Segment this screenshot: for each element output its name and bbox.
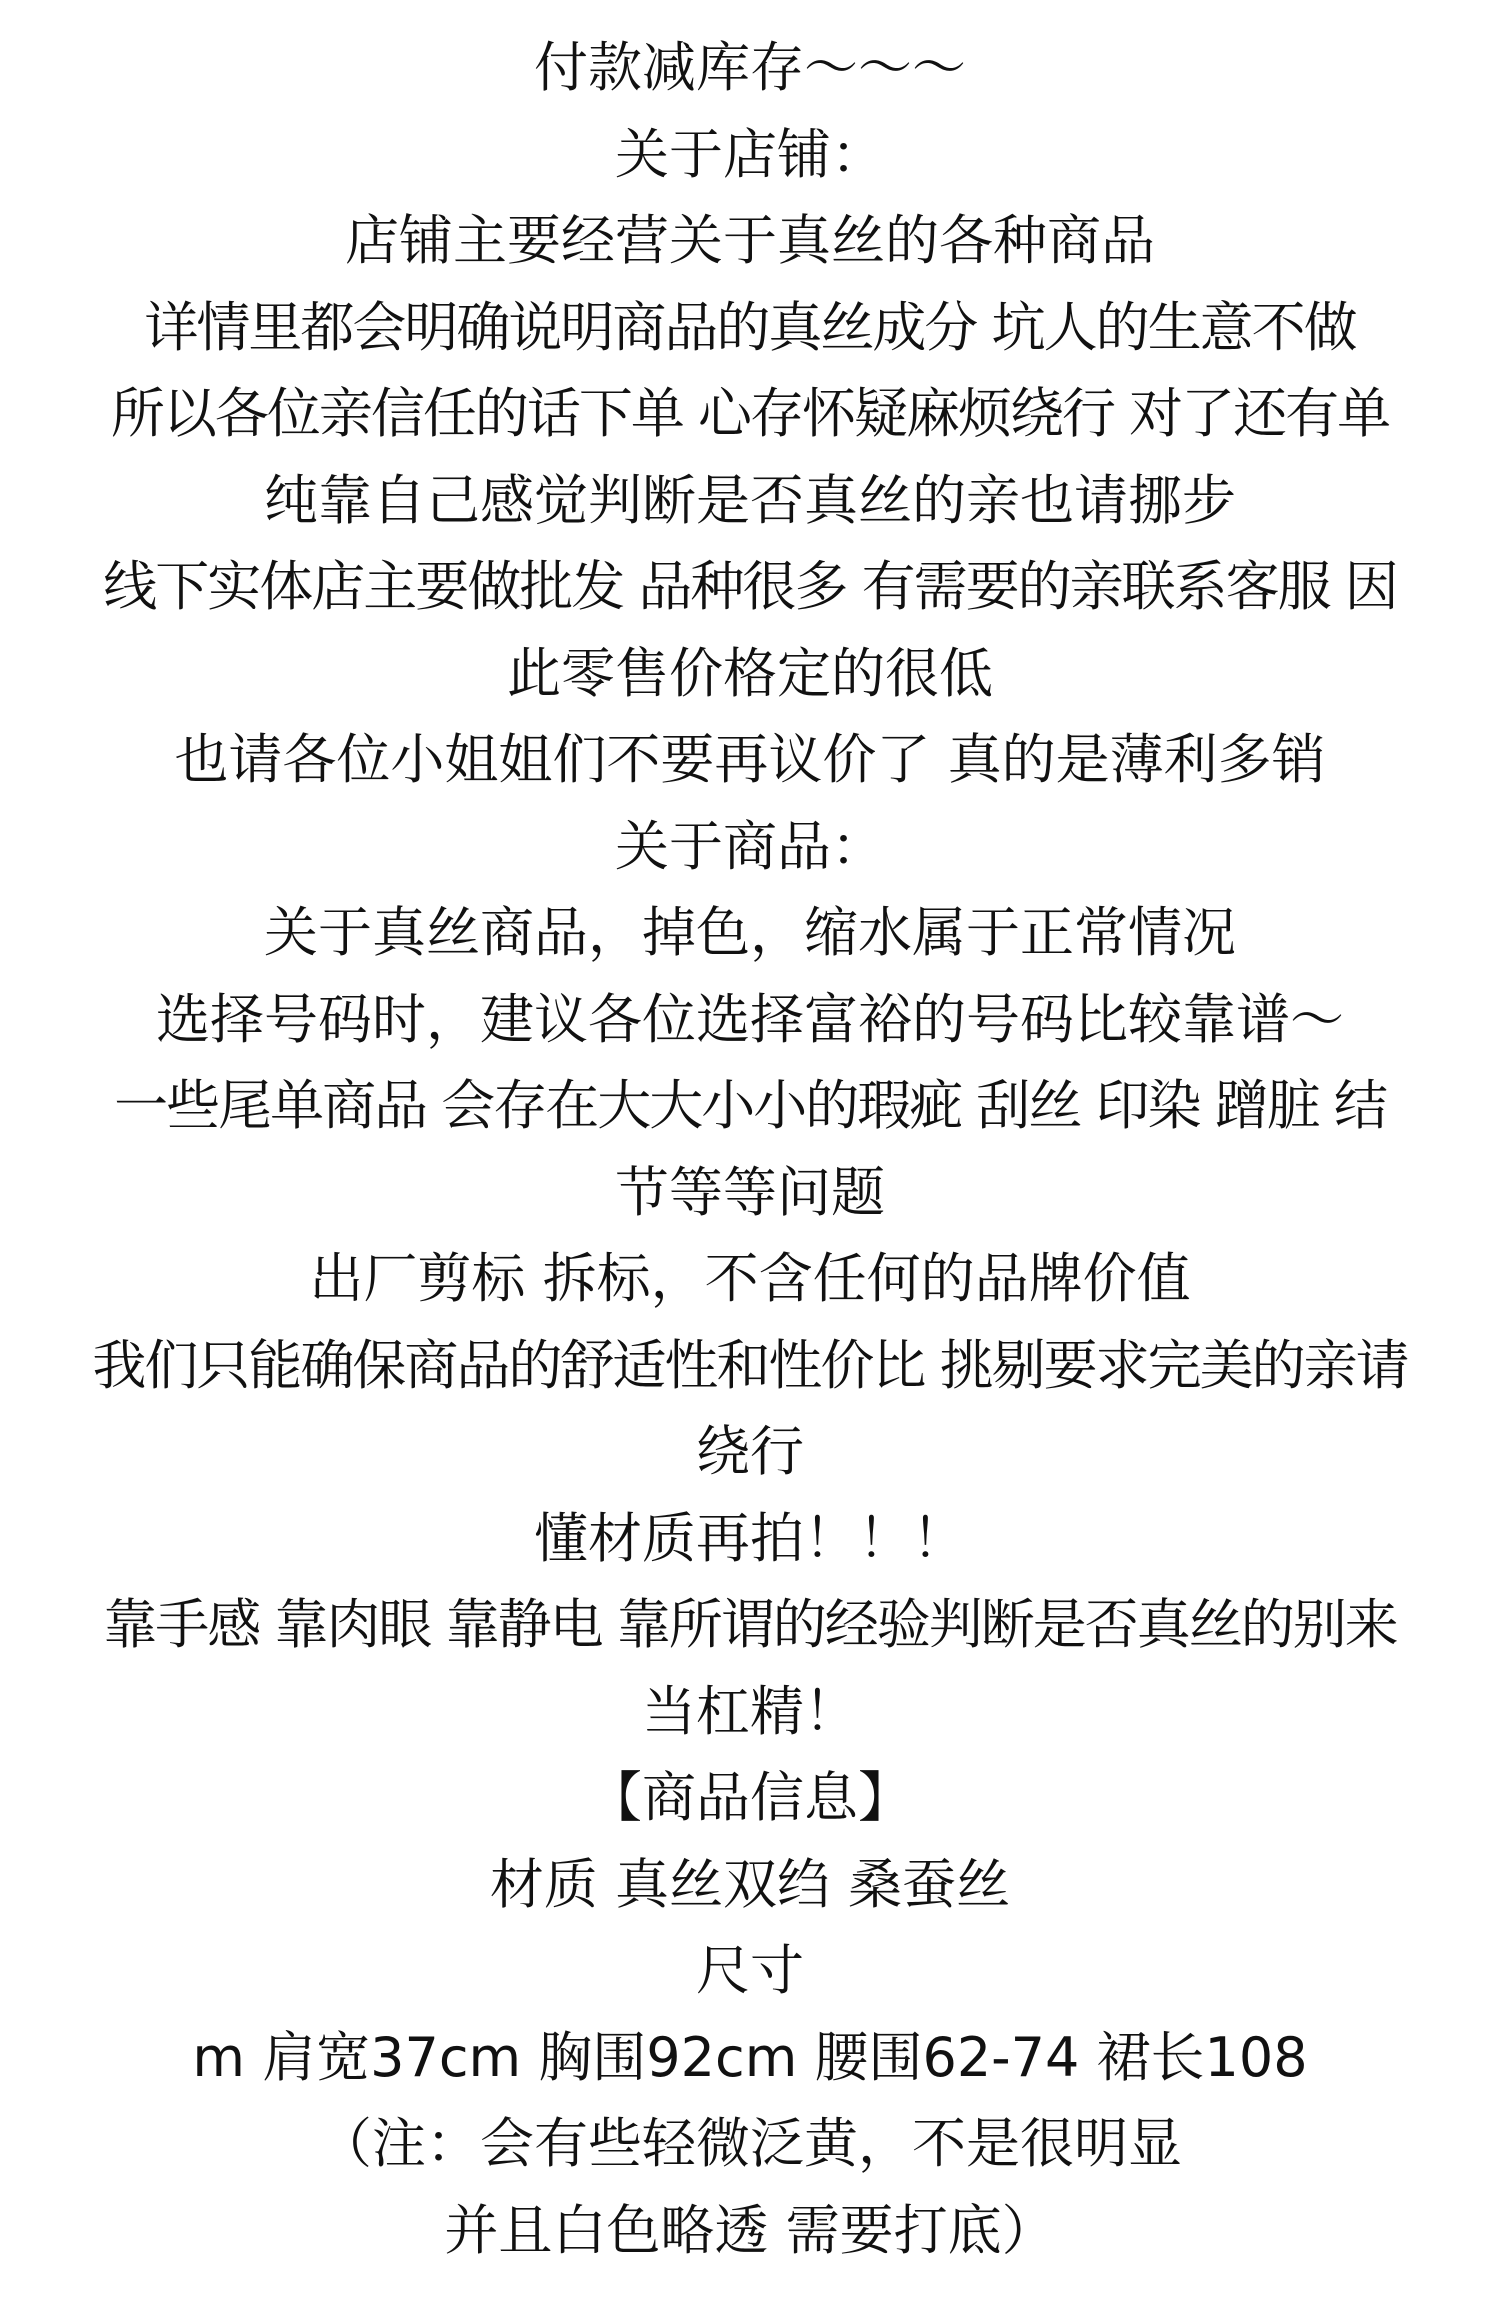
text-line: 纯靠自己感觉判断是否真丝的亲也请挪步 bbox=[264, 468, 1236, 532]
text-line: 详情里都会明确说明商品的真丝成分 坑人的生意不做 bbox=[144, 295, 1356, 359]
text-line: 懂材质再拍！！！ bbox=[534, 1506, 966, 1570]
text-line: 绕行 bbox=[696, 1420, 804, 1483]
text-line: 一些尾单商品 会存在大大小小的瑕疵 刮丝 印染 蹭脏 结 bbox=[114, 1074, 1386, 1137]
note-line: 并且白色略透 需要打底） bbox=[444, 2198, 1056, 2262]
text-line: 所以各位亲信任的话下单 心存怀疑麻烦绕行 对了还有单 bbox=[110, 382, 1390, 445]
note-line: （注：会有些轻微泛黄，不是很明显 bbox=[318, 2112, 1182, 2175]
text-line: 我们只能确保商品的舒适性和性价比 挑剔要求完美的亲请 bbox=[92, 1333, 1408, 1397]
text-line-about-shop-heading: 关于店铺： bbox=[615, 122, 885, 186]
product-info-heading: 【商品信息】 bbox=[588, 1766, 912, 1829]
text-line: 此零售价格定的很低 bbox=[507, 641, 993, 705]
text-line: 出厂剪标 拆标，不含任何的品牌价值 bbox=[309, 1247, 1191, 1310]
text-line: 选择号码时，建议各位选择富裕的号码比较靠谱～ bbox=[156, 987, 1344, 1051]
text-line: 节等等问题 bbox=[615, 1160, 885, 1224]
text-line-about-product-heading: 关于商品： bbox=[615, 814, 885, 878]
material-line: 材质 真丝双绉 桑蚕丝 bbox=[489, 1852, 1011, 1916]
size-heading: 尺寸 bbox=[696, 1939, 804, 2002]
text-line-payment-note: 付款减库存～～～ bbox=[534, 36, 966, 99]
text-line: 靠手感 靠肉眼 靠静电 靠所谓的经验判断是否真丝的别来 bbox=[103, 1593, 1397, 1656]
text-line: 线下实体店主要做批发 品种很多 有需要的亲联系客服 因 bbox=[103, 555, 1397, 618]
size-measurements-line: m 肩宽37cm 胸围92cm 腰围62-74 裙长108 bbox=[192, 2025, 1308, 2089]
text-line: 当杠精！ bbox=[642, 1679, 858, 1743]
text-line: 关于真丝商品，掉色，缩水属于正常情况 bbox=[264, 901, 1236, 964]
text-line: 也请各位小姐姐们不要再议价了 真的是薄利多销 bbox=[174, 728, 1326, 791]
text-line: 店铺主要经营关于真丝的各种商品 bbox=[345, 209, 1155, 272]
